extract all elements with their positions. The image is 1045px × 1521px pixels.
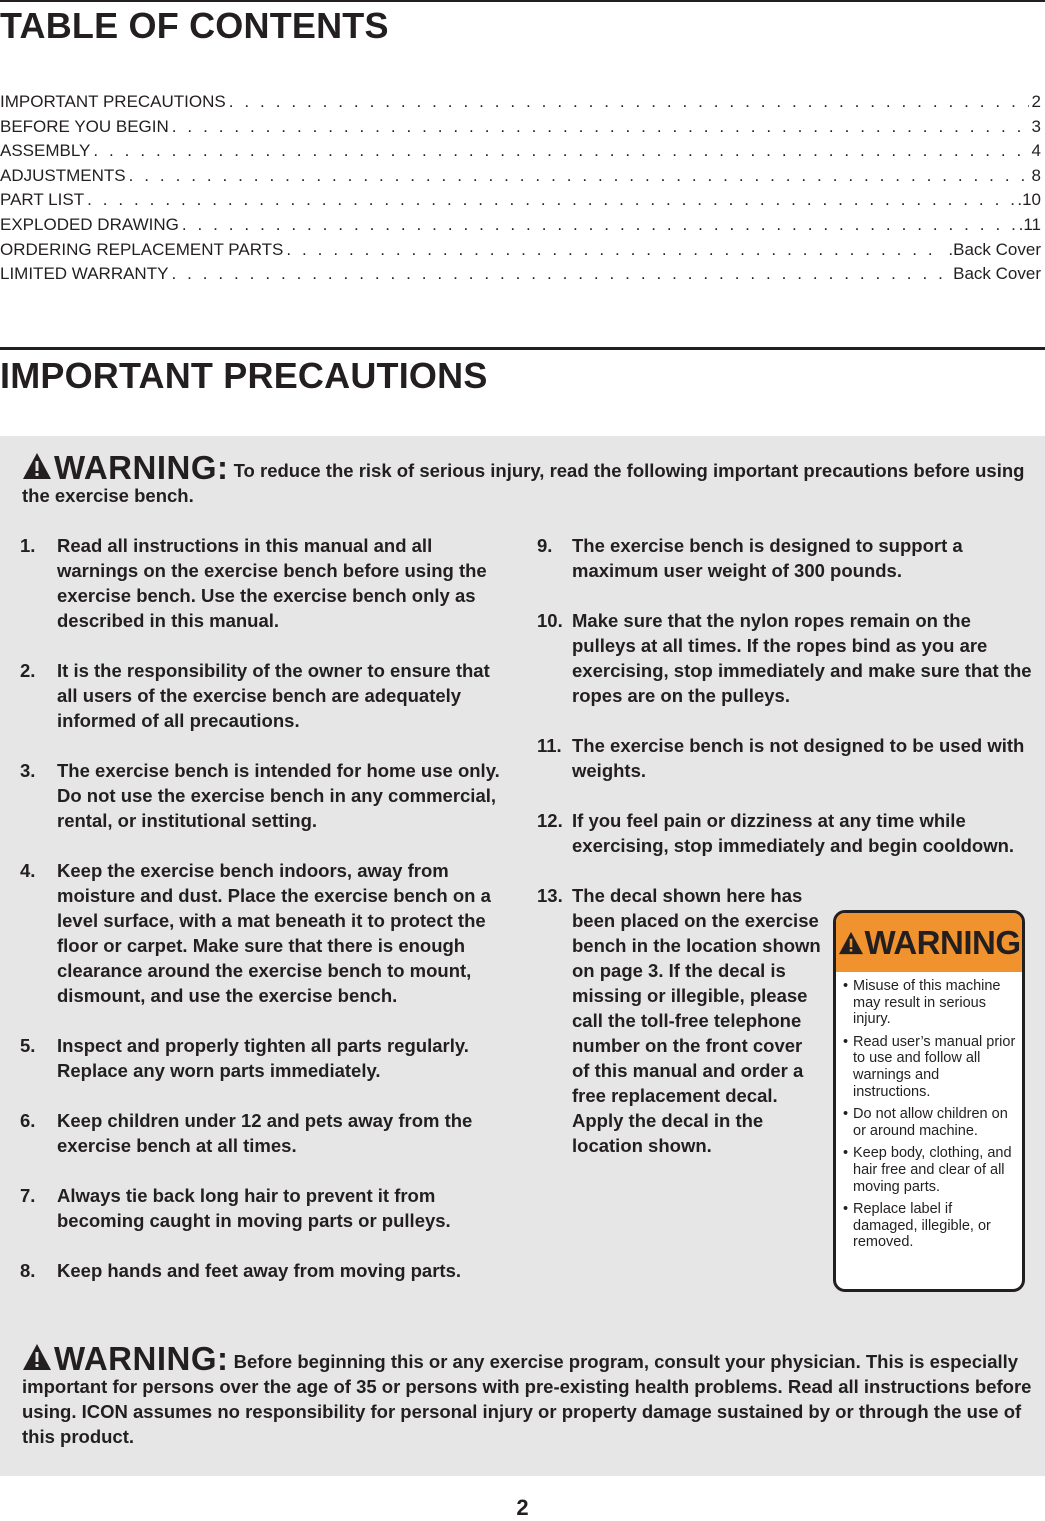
warning-triangle-icon xyxy=(838,931,864,955)
warning-triangle-icon xyxy=(22,452,52,480)
list-item xyxy=(20,858,510,1008)
toc-entry xyxy=(0,164,1041,189)
list-item-number: 7. xyxy=(20,1185,36,1206)
list-item-text: The decal shown here has been placed on the exercise bench in the location shown on page 3. If the decal is missing or illegible, please call the toll-free telephone number on the front cover of this manual and order a free replacement decal. Apply the decal in the location shown. xyxy=(572,885,821,1156)
list-item-number: 8. xyxy=(20,1260,36,1281)
toc-leader-dots xyxy=(172,115,1029,140)
warning-word: WARNING: xyxy=(54,1340,229,1377)
toc-entry xyxy=(0,188,1041,213)
list-item-number: 12. xyxy=(537,810,563,831)
warning-physician xyxy=(22,1340,1032,1449)
toc-entry-page: 4 xyxy=(1031,141,1041,161)
list-item-text: The exercise bench is intended for home use only. Do not use the exercise bench in any commercial, rental, or institutional setting. xyxy=(57,760,500,831)
toc-leader-dots xyxy=(229,90,1029,115)
list-item-number: 13. xyxy=(537,885,563,906)
toc-entry-page: 8 xyxy=(1031,165,1041,185)
bullet: • xyxy=(843,1201,849,1218)
warning-decal xyxy=(833,910,1025,1292)
toc-entry-label: ASSEMBLY xyxy=(0,141,91,161)
page-number: 2 xyxy=(516,1495,529,1520)
list-item-text: Make sure that the nylon ropes remain on the pulleys at all times. If the ropes bind as you are exercising, stop immediately and make sure that the ropes are on the pulleys. xyxy=(572,610,1032,706)
list-item xyxy=(537,533,1032,583)
list-item xyxy=(20,658,510,733)
toc-leader-dots xyxy=(286,238,945,263)
toc-entry xyxy=(0,139,1041,164)
toc-entry-label: ADJUSTMENTS xyxy=(0,165,126,185)
warning-triangle-icon xyxy=(22,1343,52,1371)
decal-list xyxy=(836,972,1022,1251)
toc-entry-label: PART LIST xyxy=(0,190,85,210)
list-item xyxy=(20,1258,510,1283)
toc-entry-page: .Back Cover xyxy=(948,239,1041,259)
toc-entry-page: .10 xyxy=(1017,190,1041,210)
list-item xyxy=(20,1108,510,1158)
list-item-number: 6. xyxy=(20,1110,36,1131)
decal-item xyxy=(843,1145,1016,1195)
list-item xyxy=(537,808,1032,858)
toc-entry-page: Back Cover xyxy=(953,264,1041,284)
warning-intro-text: To reduce the risk of serious injury, read the following important precautions before using the exercise bench. xyxy=(22,460,1025,506)
toc-leader-dots xyxy=(129,164,1029,189)
toc-entry xyxy=(0,238,1041,263)
toc-entry-label: ORDERING REPLACEMENT PARTS xyxy=(0,239,284,259)
list-item xyxy=(537,733,1032,783)
list-item-text: Read all instructions in this manual and all warnings on the exercise bench before using the exercise bench. Use the exercise bench only as described in this manual. xyxy=(57,535,487,631)
list-item-text: If you feel pain or dizziness at any time while exercising, stop immediately and begin cooldown. xyxy=(572,810,1015,856)
toc-entry-page: 2 xyxy=(1031,92,1041,111)
decal-item-text: Misuse of this machine may result in serious injury. xyxy=(853,978,1001,1028)
warning-word: WARNING: xyxy=(54,449,229,486)
list-item-number: 5. xyxy=(20,1035,36,1056)
list-item-number: 10. xyxy=(537,610,563,631)
list-item-text: Always tie back long hair to prevent it from becoming caught in moving parts or pulleys. xyxy=(57,1185,451,1231)
list-item-number: 11. xyxy=(537,735,562,756)
list-item xyxy=(20,533,510,633)
toc-entry-label: BEFORE YOU BEGIN xyxy=(0,116,169,136)
toc-entry xyxy=(0,262,1041,287)
decal-item xyxy=(843,978,1016,1028)
list-item-number: 3. xyxy=(20,760,36,781)
list-item xyxy=(20,1033,510,1083)
bullet: • xyxy=(843,1106,849,1123)
list-item xyxy=(20,1183,510,1233)
toc-entry xyxy=(0,115,1041,140)
toc-entry-page: 3 xyxy=(1031,116,1041,136)
decal-item xyxy=(843,1106,1016,1139)
list-item xyxy=(20,758,510,833)
decal-item-text: Keep body, clothing, and hair free and clear of all moving parts. xyxy=(853,1145,1012,1195)
decal-item xyxy=(843,1201,1016,1251)
decal-header xyxy=(836,913,1022,972)
decal-item-text: Read user’s manual prior to use and follow all warnings and instructions. xyxy=(853,1033,1016,1100)
list-item-number: 2. xyxy=(20,660,36,681)
decal-item-text: Do not allow children on or around machine. xyxy=(853,1106,1008,1139)
list-item-text: It is the responsibility of the owner to ensure that all users of the exercise bench are adequately informed of all precautions. xyxy=(57,660,490,731)
precautions-column-left xyxy=(20,533,510,1308)
decal-item-text: Replace label if damaged, illegible, or removed. xyxy=(853,1201,991,1251)
precautions-title: IMPORTANT PRECAUTIONS xyxy=(0,355,488,396)
toc-entry-label: IMPORTANT PRECAUTIONS xyxy=(0,92,226,111)
warning-physician-text: Before beginning this or any exercise program, consult your physician. This is especially important for persons over the age of 35 or persons with pre-existing health problems. Read all instructions before using. ICON assumes no responsibility for personal injury or property damage sustained by or through the use of this product. xyxy=(22,1351,1032,1447)
bullet: • xyxy=(843,1145,849,1162)
top-rule xyxy=(0,0,1045,2)
toc-entry-label: LIMITED WARRANTY xyxy=(0,264,169,284)
list-item-number: 9. xyxy=(537,535,553,556)
warning-intro xyxy=(22,449,1032,508)
list-item-number: 1. xyxy=(20,535,36,556)
list-item-text: Inspect and properly tighten all parts regularly. Replace any worn parts immediately. xyxy=(57,1035,469,1081)
list-item-text: The exercise bench is not designed to be used with weights. xyxy=(572,735,1025,781)
toc-entry xyxy=(0,90,1041,115)
section-rule xyxy=(0,347,1045,350)
toc-leader-dots xyxy=(93,139,1028,164)
list-item-text: Keep hands and feet away from moving parts. xyxy=(57,1260,462,1281)
toc-entry-label: EXPLODED DRAWING xyxy=(0,214,179,234)
toc-leader-dots xyxy=(182,213,1016,238)
list-item-text: Keep the exercise bench indoors, away from moisture and dust. Place the exercise bench on a level surface, with a mat beneath it to protect the floor or carpet. Make sure that there is enough clearance around the exercise bench to mount, dismount, and use the exercise bench. xyxy=(57,860,491,1006)
list-item-number: 4. xyxy=(20,860,36,881)
list-item-text: The exercise bench is designed to support a maximum user weight of 300 pounds. xyxy=(572,535,963,581)
toc-entry-page: .11 xyxy=(1018,214,1041,234)
list-item xyxy=(537,608,1032,708)
bullet: • xyxy=(843,978,849,994)
decal-item xyxy=(843,1034,1016,1100)
bullet: • xyxy=(843,1033,849,1050)
table-of-contents xyxy=(0,90,1041,287)
toc-leader-dots xyxy=(171,262,950,287)
toc-entry xyxy=(0,213,1041,238)
toc-leader-dots xyxy=(87,188,1014,213)
list-item-text: Keep children under 12 and pets away from the exercise bench at all times. xyxy=(57,1110,473,1156)
toc-title: TABLE OF CONTENTS xyxy=(0,5,389,46)
decal-header-text: WARNING xyxy=(864,923,1021,961)
